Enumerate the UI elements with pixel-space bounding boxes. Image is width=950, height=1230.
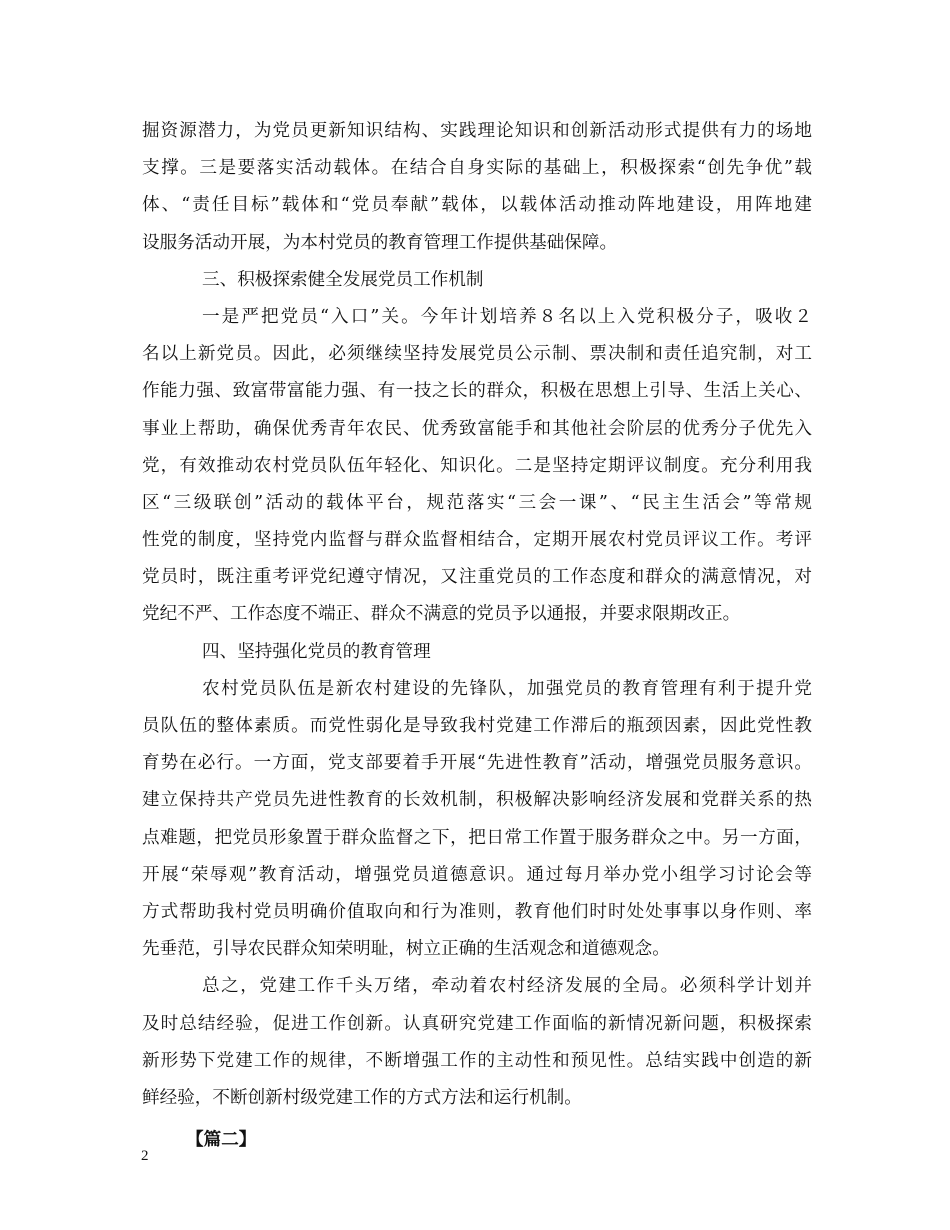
paragraph-line: 支撑。三是要落实活动载体。在结合自身实际的基础上，积极探索“创先争优”载 (142, 158, 812, 179)
paragraph-line: 开展“荣辱观”教育活动，增强党员道德意识。通过每月举办党小组学习讨论会等 (142, 864, 812, 885)
paragraph-line: 区“三级联创”活动的载体平台，规范落实“三会一课”、“民主生活会”等常规 (142, 492, 812, 513)
paragraph-line: 设服务活动开展，为本村党员的教育管理工作提供基础保障。 (142, 232, 618, 253)
paragraph-line: 新形势下党建工作的规律，不断增强工作的主动性和预见性。总结实践中创造的新 (142, 1050, 812, 1071)
paragraph-line: 鲜经验，不断创新村级党建工作的方式方法和运行机制。 (142, 1087, 582, 1108)
paragraph-line: 及时总结经验，促进工作创新。认真研究党建工作面临的新情况新问题，积极探索 (142, 1013, 812, 1034)
paragraph-line: 性党的制度，坚持党内监督与群众监督相结合，定期开展农村党员评议工作。考评 (142, 530, 812, 551)
section-heading-3: 三、积极探索健全发展党员工作机制 (202, 269, 484, 290)
paragraph-line: 事业上帮助，确保优秀青年农民、优秀致富能手和其他社会阶层的优秀分子优先入 (142, 418, 812, 439)
paragraph-line: 体、“责任目标”载体和“党员奉献”载体，以载体活动推动阵地建设，用阵地建 (142, 195, 812, 216)
paragraph-line: 党纪不严、工作态度不端正、群众不满意的党员予以通报，并要求限期改正。 (142, 604, 741, 625)
paragraph-line: 育势在必行。一方面，党支部要着手开展“先进性教育”活动，增强党员服务意识。 (142, 753, 812, 774)
paragraph-line: 掘资源潜力，为党员更新知识结构、实践理论知识和创新活动形式提供有力的场地 (142, 121, 812, 141)
section-heading-4: 四、坚持强化党员的教育管理 (202, 641, 431, 662)
paragraph-line: 农村党员队伍是新农村建设的先锋队，加强党员的教育管理有利于提升党 (202, 678, 812, 699)
paragraph-line: 作能力强、致富带富能力强、有一技之长的群众，积极在思想上引导、生活上关心、 (142, 381, 812, 402)
paragraph-line: 点难题，把党员形象置于群众监督之下，把日常工作置于服务群众之中。另一方面， (142, 827, 812, 848)
paragraph-line: 党，有效推动农村党员队伍年轻化、知识化。二是坚持定期评议制度。充分利用我 (142, 455, 812, 476)
paragraph-line: 先垂范，引导农民群众知荣明耻，树立正确的生活观念和道德观念。 (142, 939, 670, 960)
paragraph-line: 方式帮助我村党员明确价值取向和行为准则，教育他们时时处处事事以身作则、率 (142, 901, 812, 922)
paragraph-line: 党员时，既注重考评党纪遵守情况，又注重党员的工作态度和群众的满意情况，对 (142, 567, 812, 588)
section-marker-part-two: 【篇二】 (186, 1129, 257, 1151)
page-number: 2 (141, 1148, 149, 1164)
paragraph-line: 总之，党建工作千头万绪，牵动着农村经济发展的全局。必须科学计划并 (202, 976, 812, 997)
document-body (142, 113, 812, 1158)
paragraph-line: 一是严把党员“入口”关。今年计划培养８名以上入党积极分子，吸收２ (202, 306, 812, 327)
paragraph-line: 建立保持共产党员先进性教育的长效机制，积极解决影响经济发展和党群关系的热 (142, 790, 812, 811)
paragraph-line: 名以上新党员。因此，必须继续坚持发展党员公示制、票决制和责任追究制，对工 (142, 344, 812, 365)
paragraph-line: 员队伍的整体素质。而党性弱化是导致我村党建工作滞后的瓶颈因素，因此党性教 (142, 716, 812, 736)
